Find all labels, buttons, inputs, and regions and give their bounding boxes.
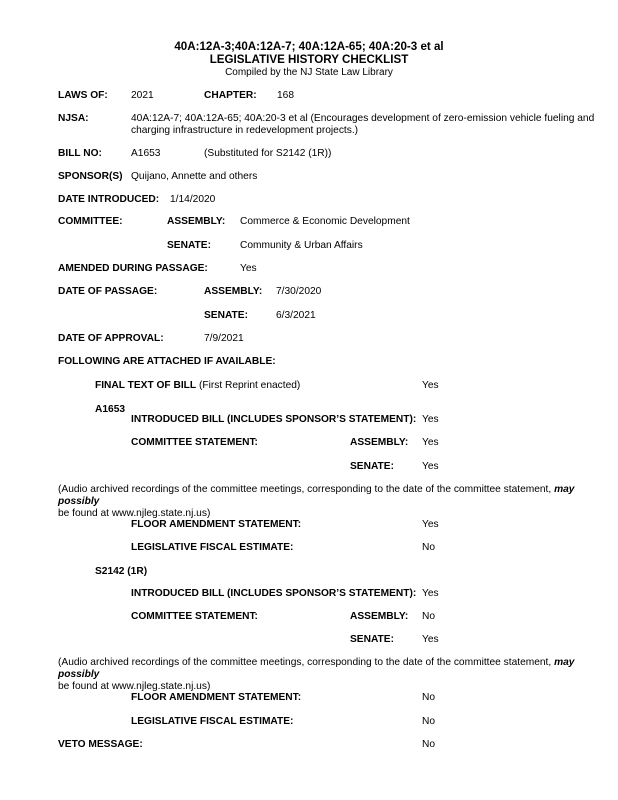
a1653-assembly-value: Yes <box>422 437 439 448</box>
committee-senate-value: Community & Urban Affairs <box>240 240 363 251</box>
final-text-note: (First Reprint enacted) <box>198 380 301 391</box>
passage-assembly-label: ASSEMBLY: <box>204 286 263 297</box>
date-of-approval-value: 7/9/2021 <box>204 333 244 344</box>
s2142-introduced-label: INTRODUCED BILL (INCLUDES SPONSOR’S STATEMENT): <box>131 588 417 599</box>
s2142-introduced-value: Yes <box>422 588 439 599</box>
a1653-audio-emphasis: may possibly <box>58 484 575 507</box>
final-text-row <box>95 380 300 391</box>
bill-no-label: BILL NO: <box>58 148 102 159</box>
passage-assembly-value: 7/30/2020 <box>276 286 322 297</box>
sponsors-label: SPONSOR(S) <box>58 171 123 182</box>
a1653-audio-text-2: be found at www.njleg.state.nj.us) <box>58 508 211 519</box>
njsa-label: NJSA: <box>58 113 89 124</box>
s2142-fiscal-label: LEGISLATIVE FISCAL ESTIMATE: <box>131 716 294 727</box>
s2142-senate-value: Yes <box>422 634 439 645</box>
s2142-assembly-label: ASSEMBLY: <box>350 611 409 622</box>
s2142-senate-label: SENATE: <box>350 634 394 645</box>
a1653-fiscal-label: LEGISLATIVE FISCAL ESTIMATE: <box>131 542 294 553</box>
compiled-by: Compiled by the NJ State Law Library <box>225 67 393 78</box>
a1653-fiscal-value: No <box>422 542 436 553</box>
bill-no-value: A1653 <box>131 148 161 159</box>
date-introduced-value: 1/14/2020 <box>170 194 216 205</box>
a1653-audio-note <box>58 484 603 520</box>
a1653-heading: A1653 <box>95 404 126 415</box>
passage-senate-label: SENATE: <box>204 310 248 321</box>
a1653-audio-text: (Audio archived recordings of the committee meetings, corresponding to the date of the committee statement, <box>58 484 555 495</box>
s2142-committee-label: COMMITTEE STATEMENT: <box>131 611 258 622</box>
date-of-passage-label: DATE OF PASSAGE: <box>58 286 158 297</box>
passage-senate-value: 6/3/2021 <box>276 310 316 321</box>
amended-value: Yes <box>240 263 257 274</box>
s2142-floor-value: No <box>422 692 436 703</box>
date-of-approval-label: DATE OF APPROVAL: <box>58 333 164 344</box>
date-introduced-label: DATE INTRODUCED: <box>58 194 160 205</box>
a1653-senate-label: SENATE: <box>350 461 394 472</box>
a1653-assembly-label: ASSEMBLY: <box>350 437 409 448</box>
document-title-citation: 40A:12A-3;40A:12A-7; 40A:12A-65; 40A:20-3 et al <box>174 40 444 53</box>
committee-assembly-label: ASSEMBLY: <box>167 216 226 227</box>
s2142-audio-text: (Audio archived recordings of the committee meetings, corresponding to the date of the committee statement, <box>58 657 555 668</box>
s2142-audio-emphasis: may possibly <box>58 657 575 680</box>
committee-label: COMMITTEE: <box>58 216 123 227</box>
a1653-introduced-value: Yes <box>422 414 439 425</box>
s2142-assembly-value: No <box>422 611 436 622</box>
a1653-floor-label: FLOOR AMENDMENT STATEMENT: <box>131 519 302 530</box>
veto-value: No <box>422 739 436 750</box>
laws-of-label: LAWS OF: <box>58 90 108 101</box>
bill-substituted: (Substituted for S2142 (1R)) <box>204 148 332 159</box>
a1653-floor-value: Yes <box>422 519 439 530</box>
njsa-value-line1: 40A:12A-7; 40A:12A-65; 40A:20-3 et al (Encourages development of zero-emission vehicle fueling and <box>131 113 595 124</box>
s2142-audio-text-2: be found at www.njleg.state.nj.us) <box>58 681 211 692</box>
chapter-label: CHAPTER: <box>204 90 257 101</box>
committee-senate-label: SENATE: <box>167 240 211 251</box>
final-text-label: FINAL TEXT OF BILL <box>95 380 197 391</box>
s2142-floor-label: FLOOR AMENDMENT STATEMENT: <box>131 692 302 703</box>
s2142-heading: S2142 (1R) <box>95 566 148 577</box>
laws-of-value: 2021 <box>131 90 154 101</box>
document-title: LEGISLATIVE HISTORY CHECKLIST <box>209 53 409 66</box>
sponsors-value: Quijano, Annette and others <box>131 171 258 182</box>
a1653-introduced-label: INTRODUCED BILL (INCLUDES SPONSOR’S STATEMENT): <box>131 414 417 425</box>
amended-label: AMENDED DURING PASSAGE: <box>58 263 208 274</box>
committee-assembly-value: Commerce & Economic Development <box>240 216 410 227</box>
final-text-value: Yes <box>422 380 439 391</box>
a1653-senate-value: Yes <box>422 461 439 472</box>
veto-label: VETO MESSAGE: <box>58 739 143 750</box>
a1653-committee-label: COMMITTEE STATEMENT: <box>131 437 258 448</box>
njsa-value-line2: charging infrastructure in redevelopment projects.) <box>131 125 359 136</box>
chapter-value: 168 <box>277 90 294 101</box>
s2142-fiscal-value: No <box>422 716 436 727</box>
s2142-audio-note <box>58 657 603 693</box>
attached-heading: FOLLOWING ARE ATTACHED IF AVAILABLE: <box>58 356 276 367</box>
